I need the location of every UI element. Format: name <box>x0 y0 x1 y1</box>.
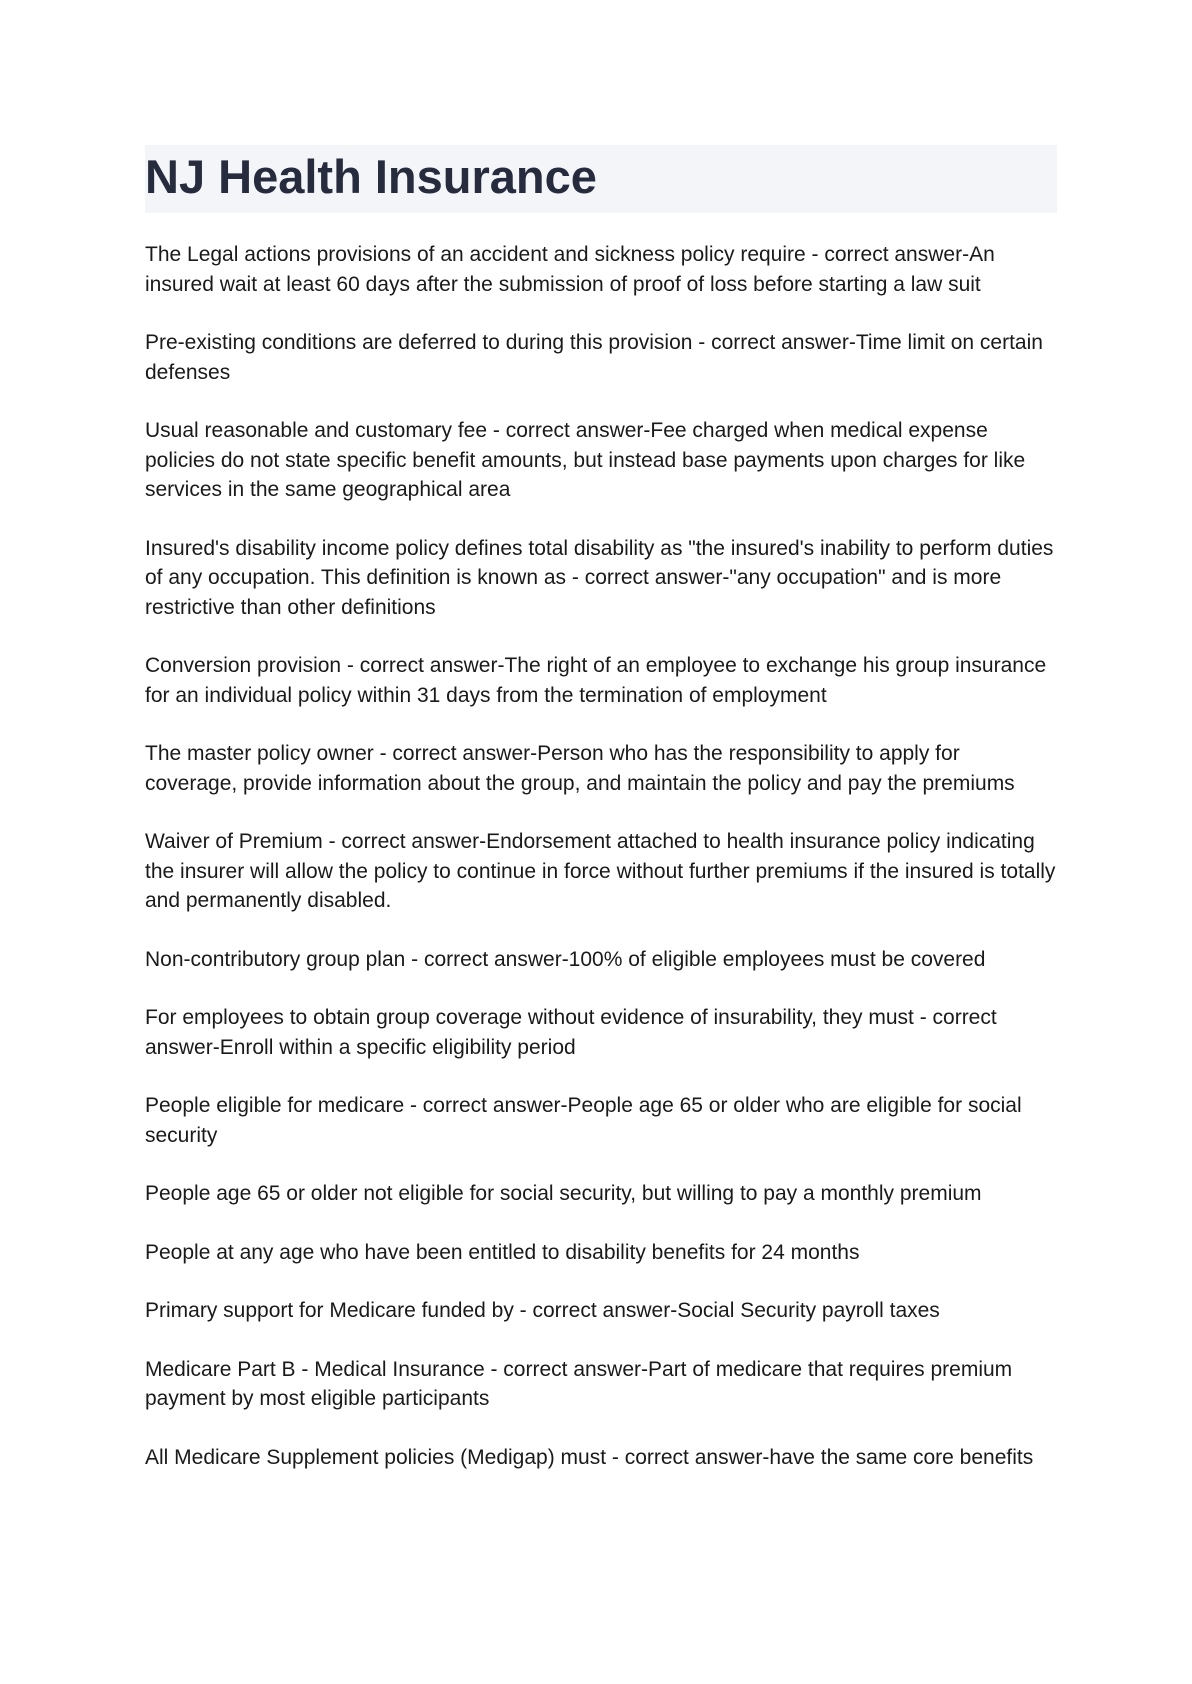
qa-entry: Primary support for Medicare funded by - correct answer-Social Security payroll taxes <box>145 1299 940 1322</box>
title-banner <box>145 145 1057 213</box>
qa-entry: The master policy owner - correct answer-Person who has the responsibility to apply for coverage, provide information about the group, and maintain the policy and pay the premiums <box>145 742 1015 795</box>
qa-entry: Non-contributory group plan - correct answer-100% of eligible employees must be covered <box>145 947 986 971</box>
qa-entry: Pre-existing conditions are deferred to during this provision - correct answer-Time limit on certain defenses <box>145 331 1043 384</box>
qa-entry: Usual reasonable and customary fee - correct answer-Fee charged when medical expense policies do not state specific benefit amounts, but instead base payments upon charges for like services in the same geographical area <box>145 419 1026 501</box>
qa-list <box>145 240 1057 1501</box>
document-title: NJ Health Insurance <box>145 150 597 203</box>
qa-entry: For employees to obtain group coverage without evidence of insurability, they must - correct answer-Enroll within a specific eligibility period <box>145 1006 997 1059</box>
qa-entry: People eligible for medicare - correct answer-People age 65 or older who are eligible for social security <box>145 1094 1022 1147</box>
qa-entry: Conversion provision - correct answer-The right of an employee to exchange his group insurance for an individual policy within 31 days from the termination of employment <box>145 654 1047 707</box>
qa-entry: People at any age who have been entitled to disability benefits for 24 months <box>145 1240 860 1264</box>
qa-entry: The Legal actions provisions of an accident and sickness policy require - correct answer-An insured wait at least 60 days after the submission of proof of loss before starting a law suit <box>145 243 995 296</box>
qa-entry: Medicare Part B - Medical Insurance - correct answer-Part of medicare that requires premium payment by most eligible participants <box>145 1357 1013 1410</box>
qa-entry: Insured's disability income policy defines total disability as "the insured's inability to perform duties of any occupation. This definition is known as - correct answer-"any occupation" and is more restrictive than other definitions <box>145 536 1054 619</box>
qa-entry: Waiver of Premium - correct answer-Endorsement attached to health insurance policy indicating the insurer will allow the policy to continue in force without further premiums if the insured is totally and permanently disabled. <box>145 830 1056 912</box>
qa-entry: All Medicare Supplement policies (Medigap) must - correct answer-have the same core benefits <box>145 1445 1034 1469</box>
qa-entry: People age 65 or older not eligible for social security, but willing to pay a monthly premium <box>145 1182 982 1205</box>
